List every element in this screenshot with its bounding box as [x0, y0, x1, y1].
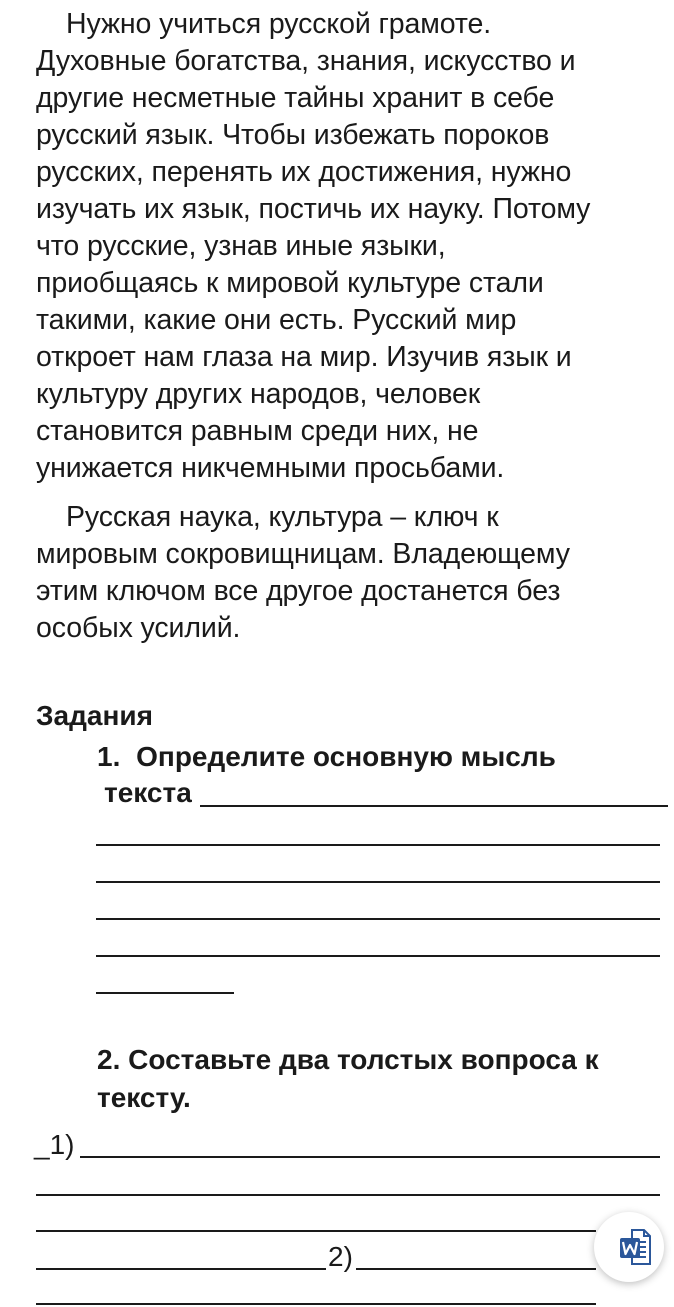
paragraph-1-line-10: откроет нам глаза на мир. Изучив язык и — [36, 341, 572, 373]
answer-line[interactable] — [356, 1268, 596, 1270]
answer-line[interactable] — [200, 805, 668, 807]
answer-line[interactable] — [36, 1303, 596, 1305]
task-1-number: 1. — [97, 741, 121, 772]
paragraph-1-line-3: другие несметные тайны хранит в себе — [36, 82, 555, 114]
task-2-line-1: 2. Составьте два толстых вопроса к — [97, 1044, 599, 1075]
paragraph-1-line-1: Нужно учиться русской грамоте. — [66, 8, 492, 40]
answer-line[interactable] — [36, 1268, 326, 1270]
paragraph-1-line-11: культуру других народов, человек — [36, 378, 481, 410]
paragraph-1-line-12: становится равным среди них, не — [36, 415, 479, 447]
paragraph-2-line-1: Русская наука, культура – ключ к — [66, 501, 499, 533]
paragraph-1-line-9: такими, какие они есть. Русский мир — [36, 304, 517, 336]
answer-line[interactable] — [96, 955, 660, 957]
answer-line[interactable] — [96, 844, 660, 846]
answer-line[interactable] — [36, 1230, 596, 1232]
paragraph-2-line-2: мировым сокровищницам. Владеющему — [36, 538, 570, 570]
answer-2-label: 2) — [328, 1241, 353, 1272]
task-1-line-2: текста — [104, 777, 192, 808]
task-1-line-1 — [97, 738, 556, 775]
answer-line[interactable] — [96, 881, 660, 883]
answer-line[interactable] — [80, 1156, 660, 1158]
paragraph-2-line-3: этим ключом все другое достанется без — [36, 575, 561, 607]
answer-line[interactable] — [36, 1194, 660, 1196]
paragraph-1-line-5: русских, перенять их достижения, нужно — [36, 156, 572, 188]
answer-1-label: _1) — [34, 1129, 75, 1160]
task-2-line-2: тексту. — [97, 1082, 191, 1113]
task-1-text: Определите основную мысль — [136, 741, 556, 772]
paragraph-1-line-6: изучать их язык, постичь их науку. Потому — [36, 193, 591, 225]
paragraph-1-line-13: унижается никчемными просьбами. — [36, 452, 505, 484]
tasks-heading: Задания — [36, 700, 153, 731]
answer-line[interactable] — [96, 992, 234, 994]
paragraph-2-line-4: особых усилий. — [36, 612, 241, 644]
word-document-icon — [594, 1212, 664, 1282]
paragraph-1 — [36, 6, 658, 487]
paragraph-1-line-8: приобщаясь к мировой культуре стали — [36, 267, 544, 299]
paragraph-2 — [36, 499, 658, 647]
paragraph-1-line-4: русский язык. Чтобы избежать пороков — [36, 119, 550, 151]
paragraph-1-line-7: что русские, узнав иные языки, — [36, 230, 446, 262]
paragraph-1-line-2: Духовные богатства, знания, искусство и — [36, 45, 576, 77]
answer-line[interactable] — [96, 918, 660, 920]
word-document-button[interactable] — [594, 1212, 664, 1282]
